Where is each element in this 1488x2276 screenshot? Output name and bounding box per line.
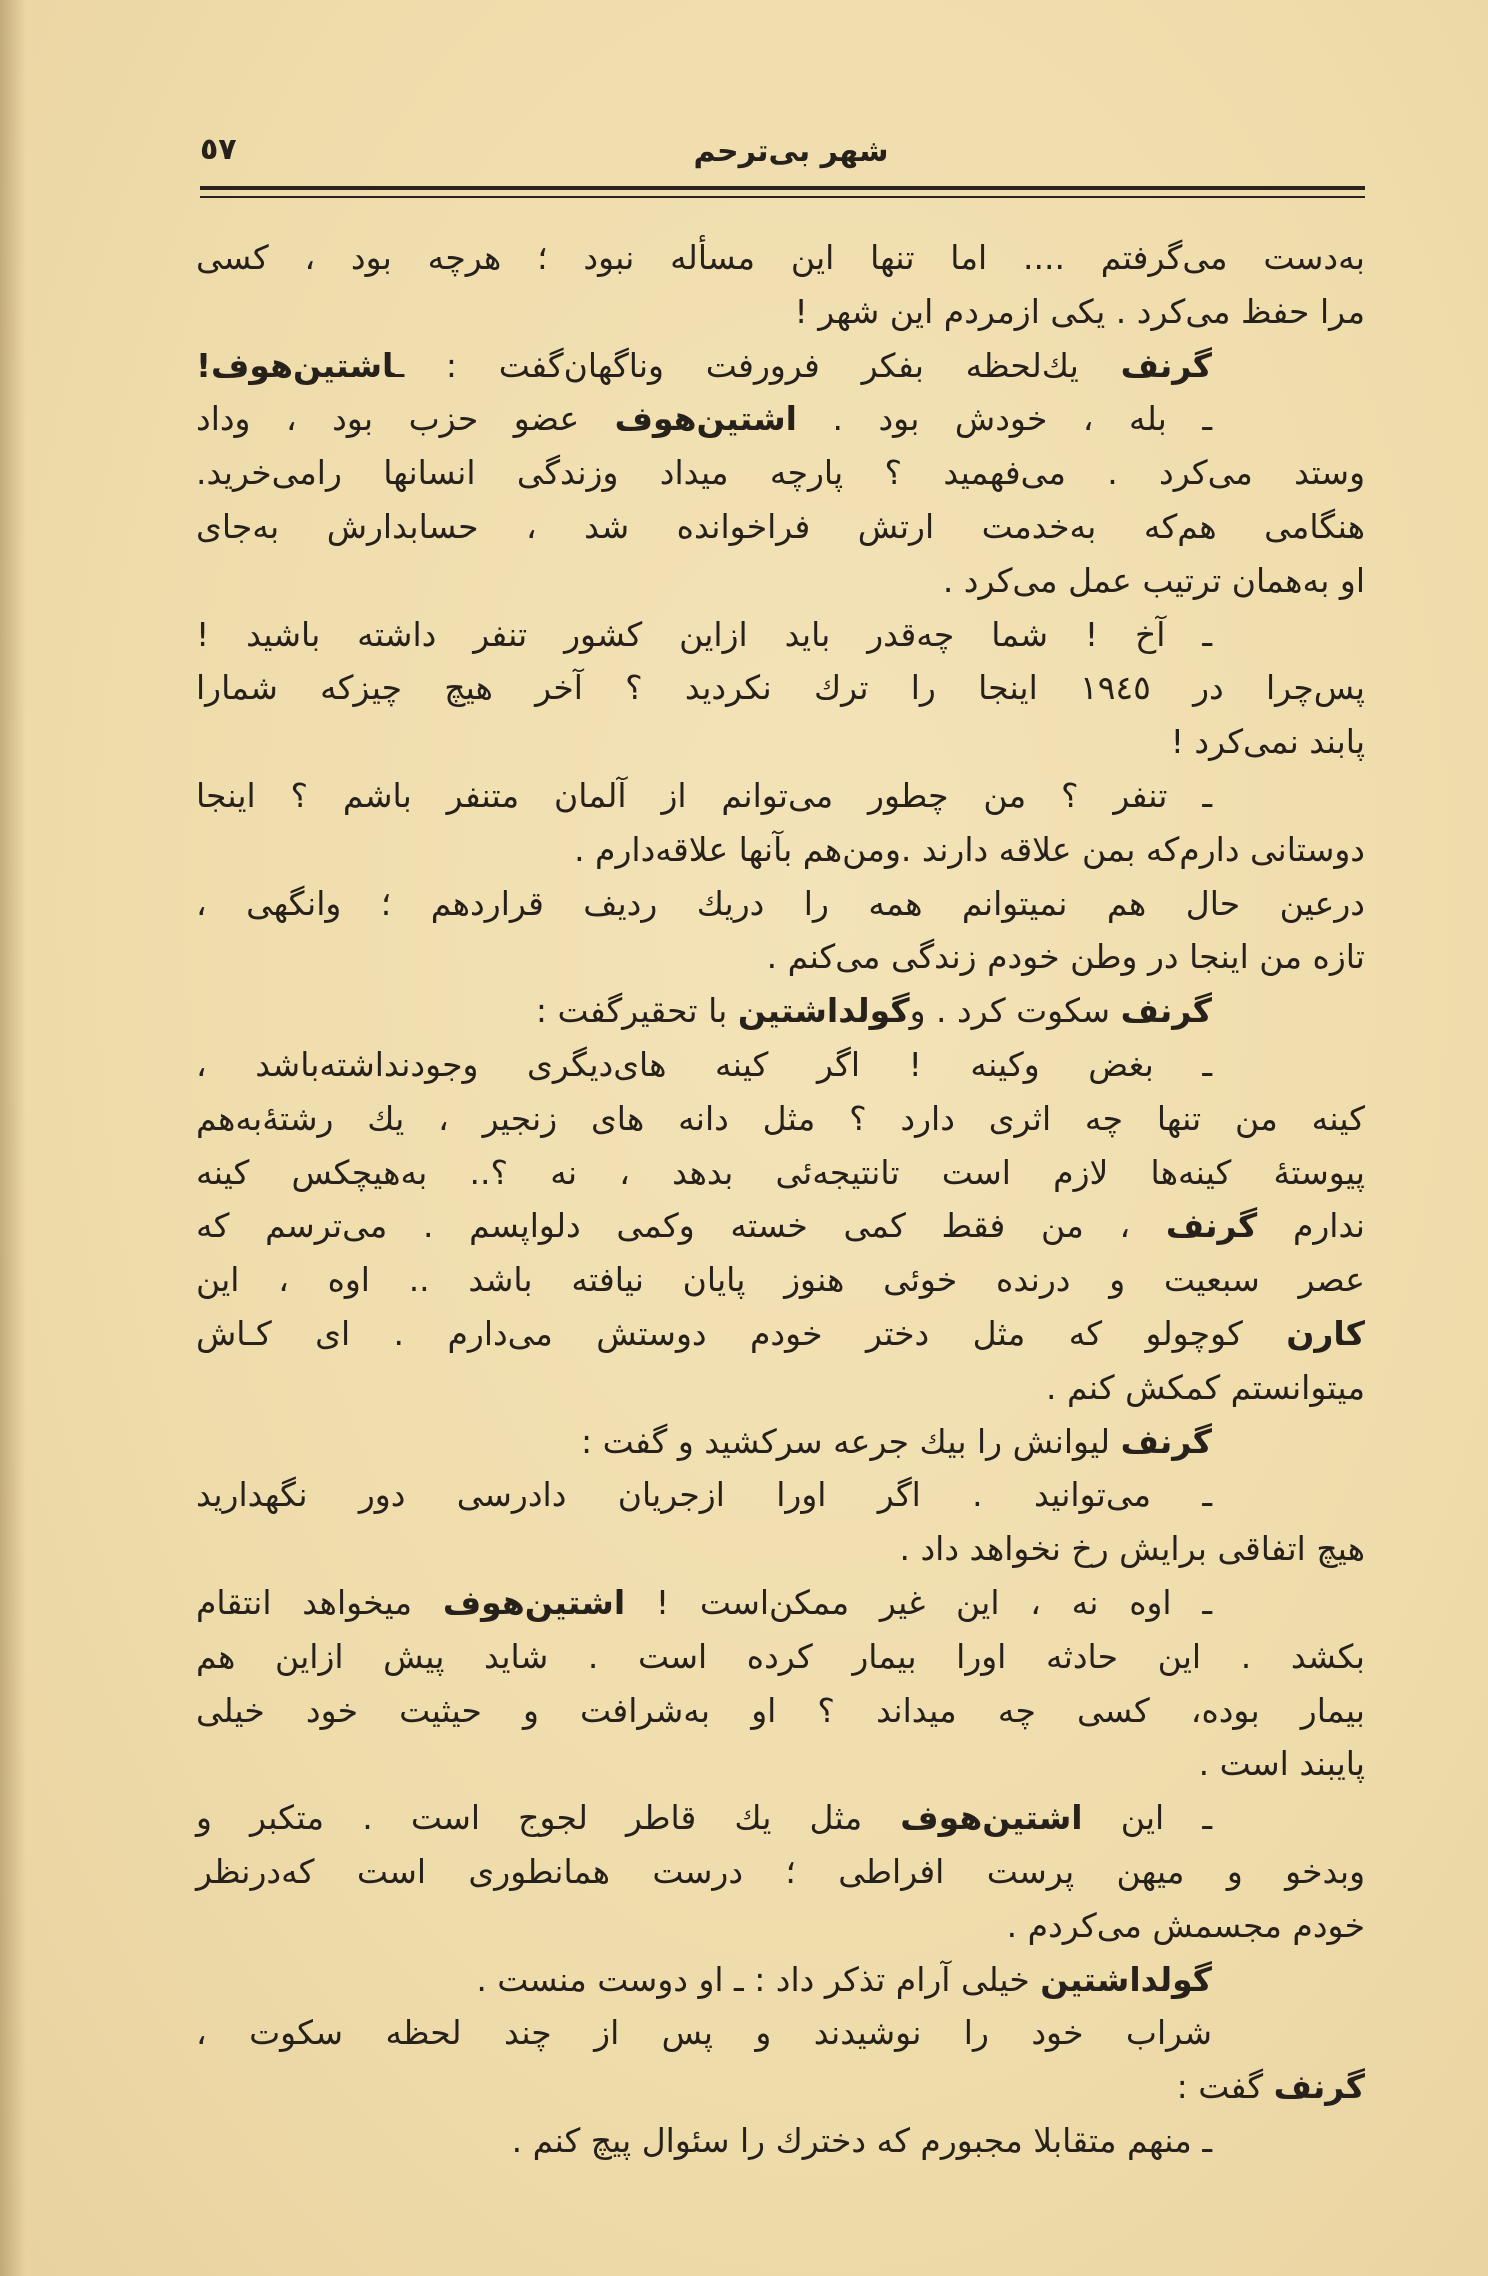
text-segment: ـ اوه نه ، این غیر ممکن‌است !: [625, 1582, 1212, 1622]
character-name: گولداشتین: [737, 991, 910, 1031]
text-segment: دوستانی دارم‌که بمن علاقه دارند .ومن‌هم بآنها علاقه‌دارم .: [574, 829, 1365, 869]
text-line: [196, 661, 1365, 715]
header-rule-thick: [200, 186, 1365, 190]
text-segment: کوچولو که مثل دختر خودم دوستش می‌دارم . ای کـاش: [196, 1313, 1287, 1353]
text-line: [196, 769, 1365, 823]
text-line: [196, 231, 1365, 285]
text-segment: ـ می‌توانید . اگر اورا ازجریان دادرسی دور نگهدارید: [196, 1475, 1212, 1515]
text-segment: پیوستهٔ کینه‌ها لازم است تانتیجه‌ئی بدهد ، نه ؟.. به‌هیچکس کینه: [196, 1152, 1365, 1192]
text-segment: ـ تنفر ؟ من چطور می‌توانم از آلمان متنفر باشم ؟ اینجا: [196, 775, 1212, 815]
text-line: [196, 1253, 1365, 1307]
text-segment: مثل یك قاطر لجوج است . متکبر و: [196, 1798, 901, 1838]
text-line: [196, 877, 1365, 931]
character-name: گرنف: [1165, 1206, 1258, 1246]
scan-edge-shadow: [0, 0, 26, 2276]
character-name: گرنف: [1120, 991, 1212, 1031]
text-line: [196, 1576, 1365, 1630]
text-segment: میتوانستم کمکش کنم .: [1045, 1367, 1365, 1407]
text-segment: میخواهد انتقام: [196, 1582, 443, 1622]
text-line: [196, 554, 1365, 608]
text-line: [196, 1146, 1365, 1200]
text-segment: وبدخو و میهن پرست افراطی ؛ درست همانطوری است که‌درنظر: [196, 1851, 1365, 1891]
text-line: [196, 1737, 1365, 1791]
text-line: [196, 608, 1365, 662]
text-line: [196, 1307, 1365, 1361]
text-segment: پس‌چرا در ١٩٤٥ اینجا را ترك نکردید ؟ آخر هیچ چیزکه شمارا: [196, 668, 1365, 708]
text-line: [196, 392, 1365, 446]
text-line: [196, 1522, 1365, 1576]
text-segment: ، من فقط کمی خسته وکمی دلواپسم . می‌ترسم که: [196, 1206, 1166, 1246]
text-segment: ـ بغض وکینه ! اگر کینه های‌دیگری وجودنداشته‌باشد ،: [196, 1044, 1212, 1084]
text-segment: بیمار بوده، کسی چه میداند ؟ او به‌شرافت و حیثیت خود خیلی: [196, 1690, 1365, 1730]
character-name: اشتین‌هوف!: [196, 345, 395, 385]
text-line: [196, 1199, 1365, 1253]
text-line: [196, 1415, 1365, 1469]
text-line: [196, 715, 1365, 769]
character-name: اشتین‌هوف: [442, 1582, 626, 1622]
character-name: اشتین‌هوف: [900, 1798, 1083, 1838]
text-segment: پابند نمی‌کرد !: [1170, 722, 1365, 762]
text-line: [196, 1092, 1365, 1146]
page-number: ٥٧: [200, 132, 237, 167]
text-line: [196, 823, 1365, 877]
text-segment: ـ این: [1082, 1798, 1212, 1838]
running-title: شهر بی‌ترحم: [693, 134, 889, 169]
text-segment: ـ بله ، خودش بود .: [796, 399, 1212, 439]
header-rule-thin: [200, 196, 1365, 198]
text-line: [196, 1361, 1365, 1415]
text-segment: پایبند است .: [1198, 1744, 1365, 1784]
text-line: [196, 446, 1365, 500]
text-line: [196, 1630, 1365, 1684]
text-line: [196, 1468, 1365, 1522]
text-line: [196, 285, 1365, 339]
text-line: [196, 339, 1365, 393]
text-segment: هیچ اتفاقی برایش رخ نخواهد داد .: [899, 1529, 1365, 1569]
character-name: اشتین‌هوف: [614, 399, 797, 439]
text-segment: به‌دست می‌گرفتم .... اما تنها این مسأله نبود ؛ هرچه بود ، کسی: [196, 238, 1365, 277]
text-line: [196, 2006, 1365, 2060]
text-line: [196, 500, 1365, 554]
text-line: [196, 984, 1365, 1038]
text-line: [196, 930, 1365, 984]
text-segment: سکوت کرد . و: [909, 991, 1121, 1031]
text-segment: خیلی آرام تذکر داد : ـ او دوست منست .: [476, 1959, 1041, 1999]
text-line: [196, 2114, 1365, 2168]
text-line: [196, 1953, 1365, 2007]
text-segment: یك‌لحظه بفکر فرورفت وناگهان‌گفت : ـ: [394, 345, 1121, 385]
character-name: کارن: [1286, 1313, 1365, 1353]
text-line: [196, 1684, 1365, 1738]
text-segment: با تحقیرگفت :: [535, 991, 738, 1031]
text-segment: لیوانش را بیك جرعه سرکشید و گفت :: [580, 1421, 1121, 1461]
text-segment: وستد می‌کرد . می‌فهمید ؟ پارچه میداد وزندگی انسانها رامی‌خرید.: [196, 453, 1365, 493]
character-name: گرنف: [1120, 345, 1212, 385]
text-segment: شراب خود را نوشیدند و پس از چند لحظه سکوت ،: [196, 2013, 1212, 2053]
body-text: [196, 231, 1365, 2168]
text-segment: عضو حزب بود ، وداد: [196, 399, 615, 439]
text-segment: مرا حفظ می‌کرد . یکی ازمردم این شهر !: [794, 291, 1365, 331]
text-segment: ـ آخ ! شما چه‌قدر باید ازاین کشور تنفر داشته باشید !: [196, 614, 1212, 654]
text-segment: گفت :: [1176, 2067, 1274, 2107]
text-segment: او به‌همان ترتیب عمل می‌کرد .: [942, 560, 1365, 600]
text-segment: هنگامی هم‌که به‌خدمت ارتش فراخوانده شد ، حسابدارش به‌جای: [196, 506, 1365, 546]
text-line: [196, 1899, 1365, 1953]
text-line: [196, 1791, 1365, 1845]
text-segment: خودم مجسمش می‌کردم .: [1006, 1905, 1365, 1945]
text-line: [196, 1845, 1365, 1899]
text-line: [196, 2060, 1365, 2114]
text-line: [196, 1038, 1365, 1092]
text-segment: بکشد . این حادثه اورا بیمار کرده است . شاید پیش ازاین هم: [196, 1636, 1365, 1676]
character-name: گولداشتین: [1040, 1959, 1212, 1999]
text-segment: عصر سبعیت و درنده خوئی هنوز پایان نیافته باشد .. اوه ، این: [196, 1260, 1365, 1300]
text-segment: درعین حال هم نمیتوانم همه را دریك ردیف قراردهم ؛ وانگهی ،: [196, 883, 1365, 923]
character-name: گرنف: [1273, 2067, 1365, 2107]
text-segment: تازه من اینجا در وطن خودم زندگی می‌کنم .: [766, 937, 1365, 977]
text-segment: کینه من تنها چه اثری دارد ؟ مثل دانه های زنجیر ، یك رشتهٔ‌به‌هم: [196, 1098, 1365, 1138]
text-segment: ـ منهم متقابلا مجبورم که دخترك را سئوال پیچ کنم .: [511, 2120, 1212, 2160]
character-name: گرنف: [1120, 1421, 1212, 1461]
text-segment: ندارم: [1257, 1206, 1365, 1246]
